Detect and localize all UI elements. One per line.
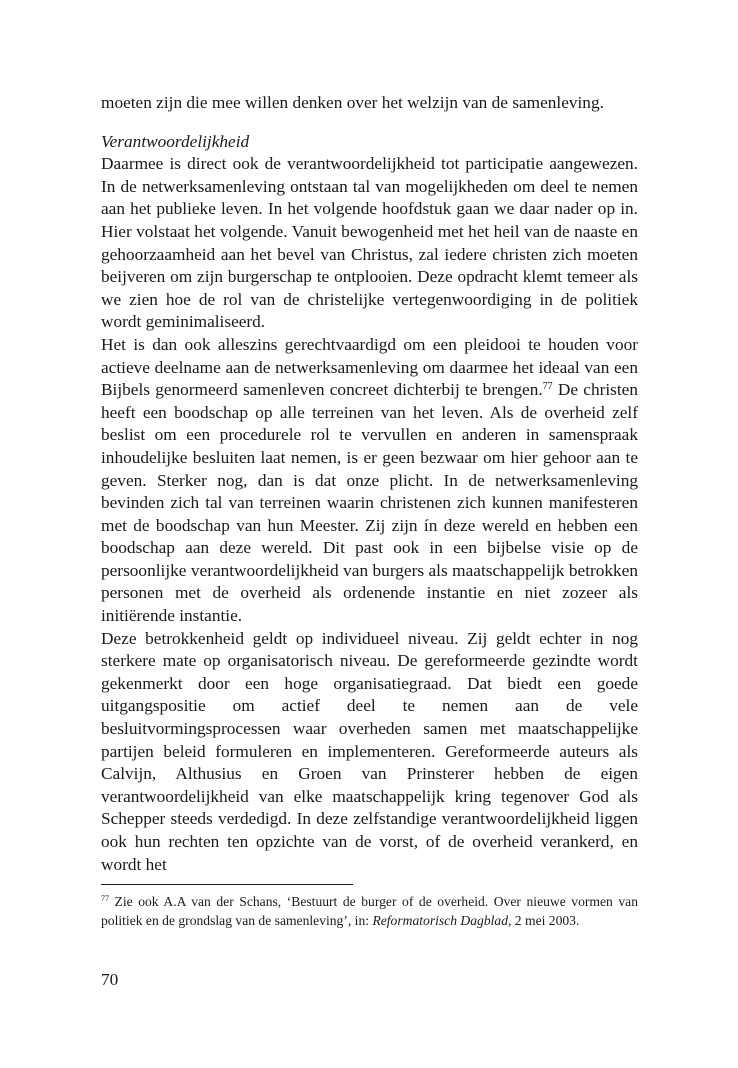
footnote: [101, 893, 638, 930]
footnote-source-title: Reformatorisch Dagblad: [372, 912, 508, 928]
footnote-reference[interactable]: 77: [542, 381, 553, 393]
paragraph-2: [101, 334, 638, 628]
opening-paragraph: moeten zijn die mee willen denken over het welzijn van de samenleving.: [101, 93, 604, 112]
page-body: [101, 92, 638, 876]
footnote-number: 77: [101, 894, 109, 903]
paragraph-2-text-b: De christen heeft een boodschap op alle terreinen van het leven. Als de overheid zelf beslist om een procedurele rol te vervullen en anderen in samenspraak inhoudelijke besluiten laat nemen, is er geen bezwaar om hier gehoor aan te geven. Sterker nog, dan is dat onze plicht. In de netwerksamenleving bevinden zich tal van terreinen waarin christenen zich kunnen manifesteren met de boodschap van hun Meester. Zij zijn ín deze wereld en hebben een boodschap aan deze wereld. Dit past ook in een bijbelse visie op de persoonlijke verantwoordelijkheid van burgers als maatschappelijk betrokken personen met de overheid als ordenende instantie en niet zozeer als initiërende instantie.: [101, 380, 638, 626]
section-heading: Verantwoordelijkheid: [101, 131, 250, 151]
paragraph-1: Daarmee is direct ook de verantwoordelijkheid tot participatie aangewezen. In de netwerksamenleving ontstaan tal van mogelijkheden om deel te nemen aan het publieke leven. In het volgende hoofdstuk gaan we daar nader op in. Hier volstaat het volgende. Vanuit bewogenheid met het heil van de naaste en gehoorzaamheid aan het bevel van Christus, zal iedere christen zich moeten beijveren om zijn burgerschap te ontplooien. Deze opdracht klemt temeer als we zien hoe de rol van de christelijke vertegenwoordiging in de politiek wordt geminimaliseerd.: [101, 154, 638, 332]
footnote-separator: [101, 884, 353, 885]
paragraph-2-text-a: Het is dan ook alleszins gerechtvaardigd om een pleidooi te houden voor actieve deelname aan de netwerksamenleving om daarmee het ideaal van een Bijbels genormeerd samenleven concreet dichterbij te brengen.: [101, 334, 638, 400]
page-number: 70: [101, 970, 119, 989]
footnote-text-b: , 2 mei 2003.: [508, 912, 580, 928]
footnote-text-a: Zie ook A.A van der Schans, ‘Bestuurt de burger of de overheid. Over nieuwe vormen van politiek en de grondslag van de samenleving’, in:: [101, 894, 638, 928]
paragraph-3: Deze betrokkenheid geldt op individueel niveau. Zij geldt echter in nog sterkere mate op organisatorisch niveau. De gereformeerde gezindte wordt gekenmerkt door een hoge organisatiegraad. Dat biedt een goede uitgangspositie om actief deel te nemen aan de vele besluitvormingsprocessen waar overheden samen met maatschappelijke partijen beleid formuleren en implementeren. Gereformeerde auteurs als Calvijn, Althusius en Groen van Prinsterer hebben de eigen verantwoordelijkheid van elke maatschappelijk kring tegenover God als Schepper steeds verdedigd. In deze zelfstandige verantwoordelijkheid liggen ook hun rechten ten opzichte van de vorst, of de overheid verankerd, en wordt het: [101, 628, 638, 874]
